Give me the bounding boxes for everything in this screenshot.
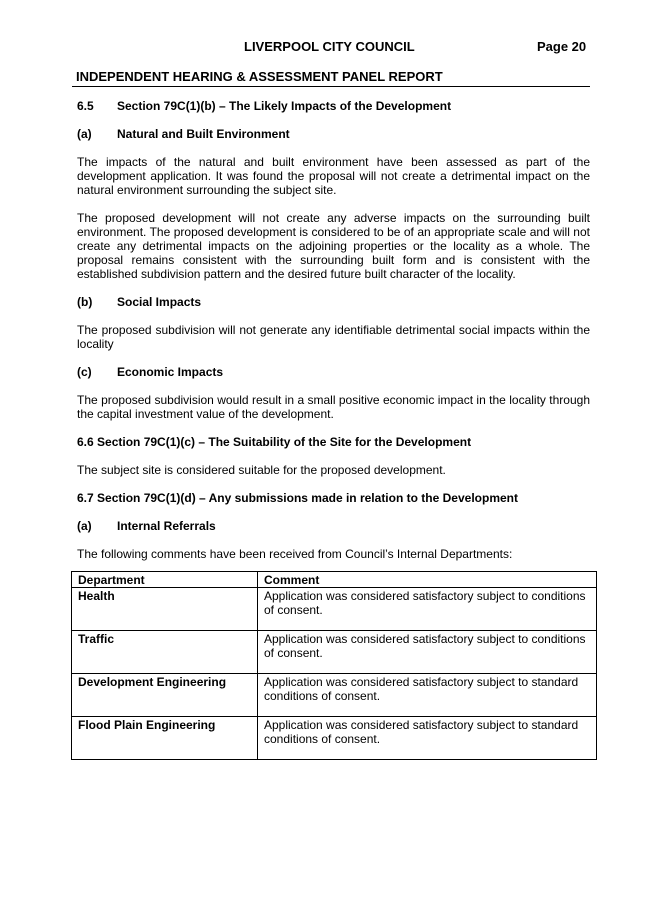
council-name: LIVERPOOL CITY COUNCIL (244, 39, 415, 54)
paragraph: The proposed subdivision would result in a small positive economic impact in the locality through the capital investment value of the development. (77, 393, 590, 421)
table-header-row (72, 572, 597, 588)
paragraph: The proposed subdivision will not generate any identifiable detrimental social impacts within the locality (77, 323, 590, 351)
column-header-department: Department (72, 572, 258, 588)
subsection-b-heading: (b) Social Impacts (77, 295, 202, 309)
page-number: Page 20 (537, 39, 587, 54)
comment-cell: Application was considered satisfactory subject to conditions of consent. (258, 588, 597, 631)
comment-cell: Application was considered satisfactory subject to standard conditions of consent. (258, 717, 597, 760)
comment-cell: Application was considered satisfactory subject to standard conditions of consent. (258, 674, 597, 717)
department-cell: Development Engineering (72, 674, 258, 717)
department-cell: Health (72, 588, 258, 631)
section-6-7-heading: 6.7 Section 79C(1)(d) – Any submissions made in relation to the Development (77, 491, 518, 505)
subsection-c-heading: (c) Economic Impacts (77, 365, 224, 379)
report-title: INDEPENDENT HEARING & ASSESSMENT PANEL REPORT (76, 69, 443, 84)
comment-cell: Application was considered satisfactory subject to conditions of consent. (258, 631, 597, 674)
table-row (72, 674, 597, 717)
paragraph: The following comments have been received from Council’s Internal Departments: (77, 547, 513, 561)
section-6-6-heading: 6.6 Section 79C(1)(c) – The Suitability of the Site for the Development (77, 435, 472, 449)
report-body (77, 99, 590, 561)
internal-referrals-heading: (a) Internal Referrals (77, 519, 216, 533)
paragraph: The impacts of the natural and built environment have been assessed as part of the development application. It was found the proposal will not create a detrimental impact on the natural environment surrounding the subject site. (77, 155, 590, 197)
subsection-a-heading: (a) Natural and Built Environment (77, 127, 290, 141)
department-cell: Traffic (72, 631, 258, 674)
header-rule (72, 86, 590, 87)
section-6-5-heading: 6.5 Section 79C(1)(b) – The Likely Impacts of the Development (77, 99, 452, 113)
paragraph: The proposed development will not create any adverse impacts on the surrounding built environment. The proposed development is considered to be of an appropriate scale and will not create any detrimental impacts on the adjoining properties or the locality as a whole. The proposal remains consistent with the surrounding built form and is consistent with the established subdivision pattern and the desired future built character of the locality. (77, 211, 590, 281)
department-cell: Flood Plain Engineering (72, 717, 258, 760)
table-row (72, 717, 597, 760)
table-row (72, 631, 597, 674)
column-header-comment: Comment (258, 572, 597, 588)
table-row (72, 588, 597, 631)
internal-referrals-table (71, 571, 597, 760)
paragraph: The subject site is considered suitable for the proposed development. (77, 463, 446, 477)
